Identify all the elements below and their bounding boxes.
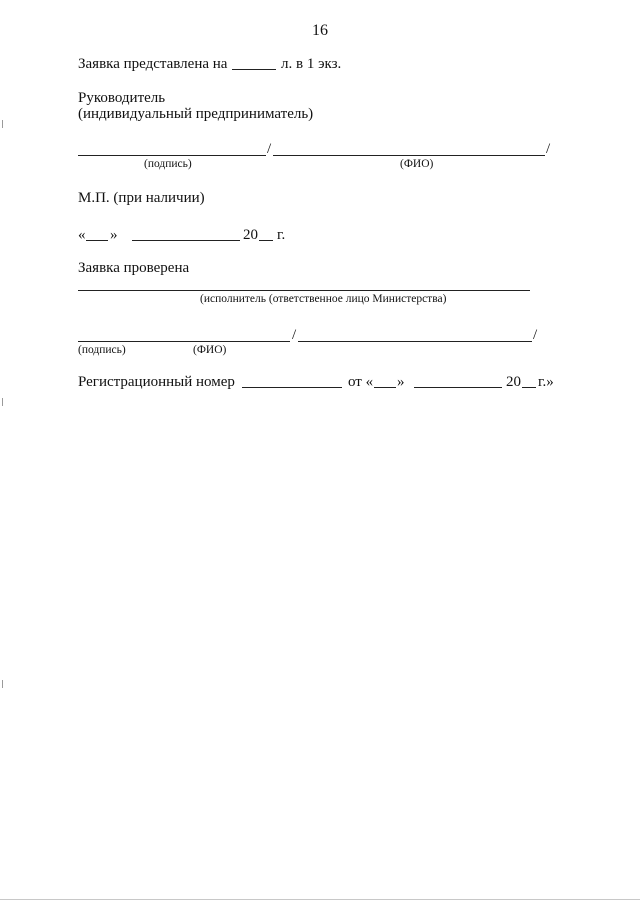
date-year-field[interactable]: [259, 240, 273, 241]
head-closing-slash: /: [546, 141, 551, 157]
date-year-suffix: г.: [277, 227, 286, 243]
checked-signature-field[interactable]: [78, 341, 290, 342]
head-signature-caption: (подпись): [144, 158, 192, 170]
registration-year-prefix: 20: [506, 374, 521, 390]
checked-signature-caption: (подпись): [78, 344, 126, 356]
checked-closing-slash: /: [533, 327, 538, 343]
date-day-field[interactable]: [86, 240, 108, 241]
checked-separator-slash: /: [292, 327, 297, 343]
pages-count-field[interactable]: [232, 69, 276, 70]
date-month-field[interactable]: [132, 240, 240, 241]
pages-label: Заявка представлена на: [78, 56, 228, 72]
date-open-quote: «: [78, 227, 86, 243]
executor-caption: (исполнитель (ответственное лицо Министерства): [200, 293, 447, 305]
scan-bottom-edge: [0, 899, 640, 900]
registration-month-field[interactable]: [414, 387, 502, 388]
head-subtitle: (индивидуальный предприниматель): [78, 106, 314, 122]
page-number: 16: [312, 22, 328, 39]
head-separator-slash: /: [267, 141, 272, 157]
head-name-field[interactable]: [273, 155, 545, 156]
pages-suffix: л. в 1 экз.: [281, 56, 342, 72]
registration-year-field[interactable]: [522, 387, 536, 388]
date-year-prefix: 20: [243, 227, 258, 243]
registration-close-quote: »: [397, 374, 405, 390]
head-signature-field[interactable]: [78, 155, 266, 156]
checked-name-field[interactable]: [298, 341, 532, 342]
checked-title: Заявка проверена: [78, 260, 190, 276]
registration-number-field[interactable]: [242, 387, 342, 388]
head-title: Руководитель: [78, 90, 166, 106]
head-name-caption: (ФИО): [400, 158, 434, 170]
registration-day-field[interactable]: [374, 387, 396, 388]
registration-from-label: от «: [348, 374, 374, 390]
scan-edge-mark: [2, 680, 3, 688]
executor-field[interactable]: [78, 290, 530, 291]
registration-label: Регистрационный номер: [78, 374, 235, 390]
date-close-quote: »: [110, 227, 118, 243]
registration-year-suffix: г.»: [538, 374, 554, 390]
stamp-label: М.П. (при наличии): [78, 190, 205, 206]
scan-edge-mark: [2, 398, 3, 406]
scan-edge-mark: [2, 120, 3, 128]
checked-name-caption: (ФИО): [193, 344, 227, 356]
